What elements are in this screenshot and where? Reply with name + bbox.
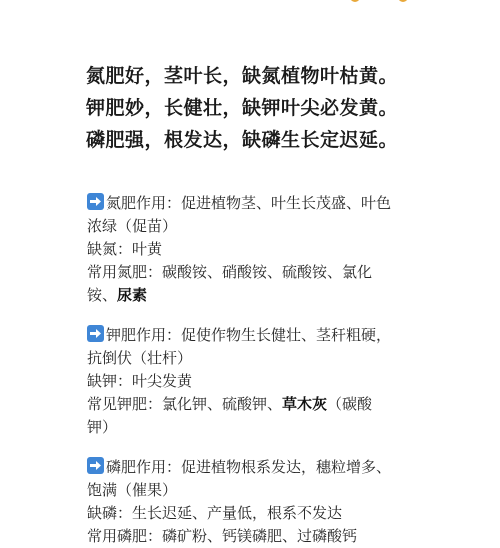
nitrogen-section — [87, 192, 417, 307]
top-decoration — [350, 0, 420, 4]
potassium-common: 常见钾肥：氯化钾、硫酸钾、 — [87, 395, 283, 413]
decoration-mark — [350, 0, 360, 2]
phosphorus-function: 磷肥作用：促进植物根系发达，穗粒增多、 — [106, 458, 392, 476]
nitrogen-deficiency: 缺氮：叶黄 — [87, 240, 163, 258]
potassium-section — [87, 324, 417, 439]
potassium-deficiency: 缺钾：叶尖发黄 — [87, 372, 193, 390]
right-arrow-icon — [87, 325, 104, 342]
rhyme-line-phosphorus: 磷肥强，根发达，缺磷生长定迟延。 — [86, 129, 399, 151]
phosphorus-common: 常用磷肥：磷矿粉、钙镁磷肥、过磷酸钙 — [87, 527, 358, 545]
right-arrow-icon — [87, 193, 104, 210]
fertilizer-rhyme — [86, 60, 486, 156]
nitrogen-function-cont: 浓绿（促苗） — [87, 217, 178, 235]
potassium-common-note: （碳酸 — [327, 395, 373, 413]
phosphorus-function-cont: 饱满（催果） — [87, 481, 178, 499]
decoration-mark — [398, 0, 408, 2]
potassium-function: 钾肥作用：促使作物生长健壮、茎秆粗硬， — [106, 326, 392, 344]
potassium-function-cont: 抗倒伏（壮杆） — [87, 349, 193, 367]
right-arrow-icon — [87, 457, 104, 474]
nitrogen-common: 常用氮肥：碳酸铵、硝酸铵、硫酸铵、氯化 — [87, 263, 373, 281]
rhyme-line-nitrogen: 氮肥好，茎叶长，缺氮植物叶枯黄。 — [86, 65, 399, 87]
potassium-common-cont: 钾） — [87, 418, 118, 436]
phosphorus-section — [87, 456, 417, 548]
rhyme-line-potassium: 钾肥妙，长健壮，缺钾叶尖必发黄。 — [86, 97, 399, 119]
phosphorus-deficiency: 缺磷：生长迟延、产量低，根系不发达 — [87, 504, 343, 522]
nitrogen-common-cont: 铵、 — [87, 286, 118, 304]
nitrogen-urea: 尿素 — [117, 286, 148, 304]
nitrogen-function: 氮肥作用：促进植物茎、叶生长茂盛、叶色 — [106, 194, 392, 212]
potassium-plant-ash: 草木灰 — [282, 395, 328, 413]
